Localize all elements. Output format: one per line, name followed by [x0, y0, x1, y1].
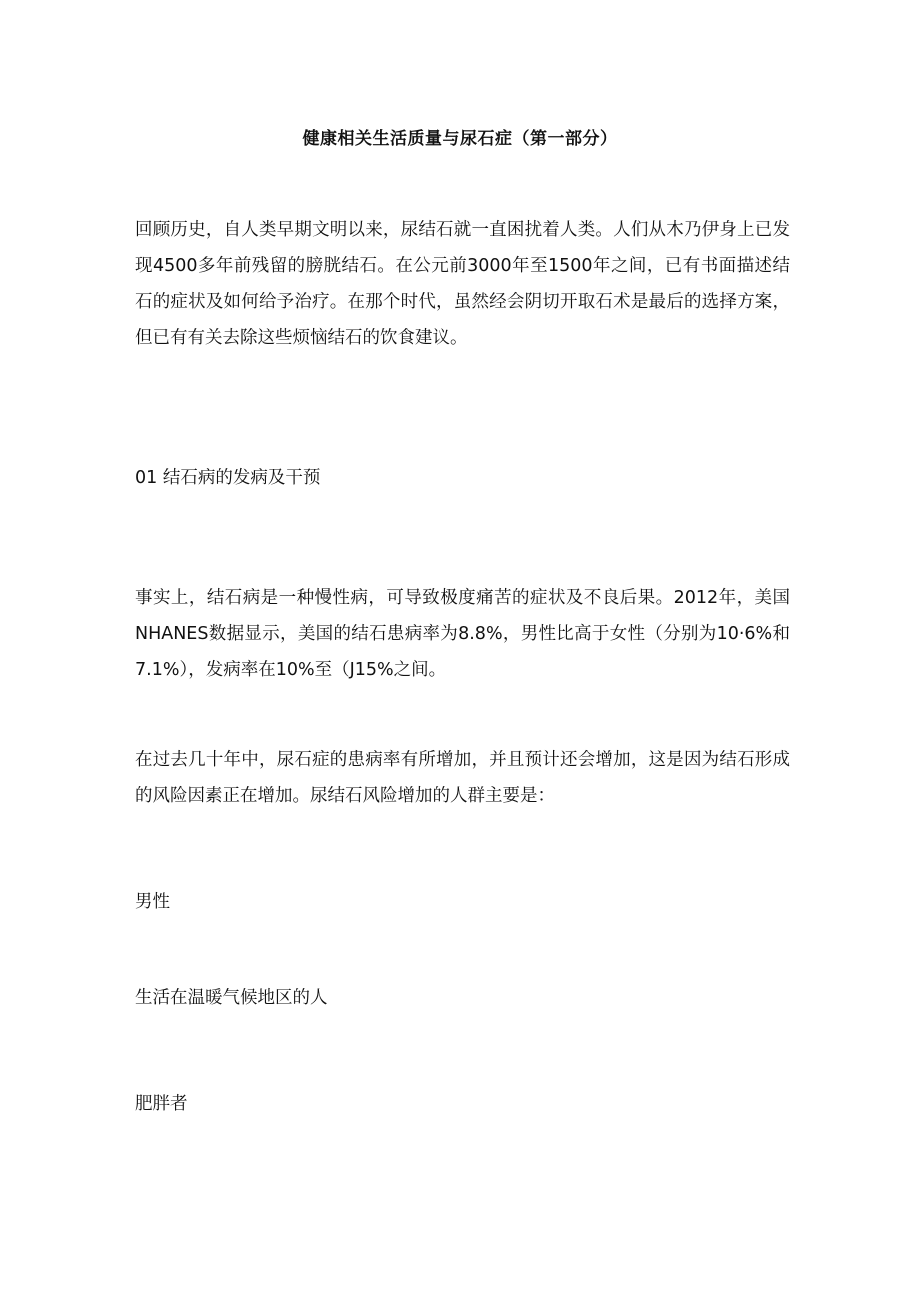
risk-group-item: 肥胖者: [135, 1094, 188, 1114]
risk-group-item: 生活在温暖气候地区的人: [135, 988, 328, 1008]
section-heading: 01 结石病的发病及干预: [135, 468, 321, 488]
risk-increase-paragraph: 在过去几十年中，尿石症的患病率有所增加，并且预计还会增加，这是因为结石形成的风险因素正在增加。尿结石风险增加的人群主要是：: [135, 750, 790, 806]
prevalence-paragraph: 事实上，结石病是一种慢性病，可导致极度痛苦的症状及不良后果。2012年，美国NHANES数据显示，美国的结石患病率为8.8%，男性比高于女性（分别为10·6%和7.1%），发病率在10%至（J15%之间。: [135, 588, 790, 680]
history-paragraph: 回顾历史，自人类早期文明以来，尿结石就一直困扰着人类。人们从木乃伊身上已发现4500多年前残留的膀胱结石。在公元前3000年至1500年之间，已有书面描述结石的症状及如何给予治疗。在那个时代，虽然经会阴切开取石术是最后的选择方案，但已有有关去除这些烦恼结石的饮食建议。: [135, 220, 790, 348]
document-title: 健康相关生活质量与尿石症（第一部分）: [302, 129, 618, 149]
risk-group-item: 男性: [135, 892, 170, 912]
